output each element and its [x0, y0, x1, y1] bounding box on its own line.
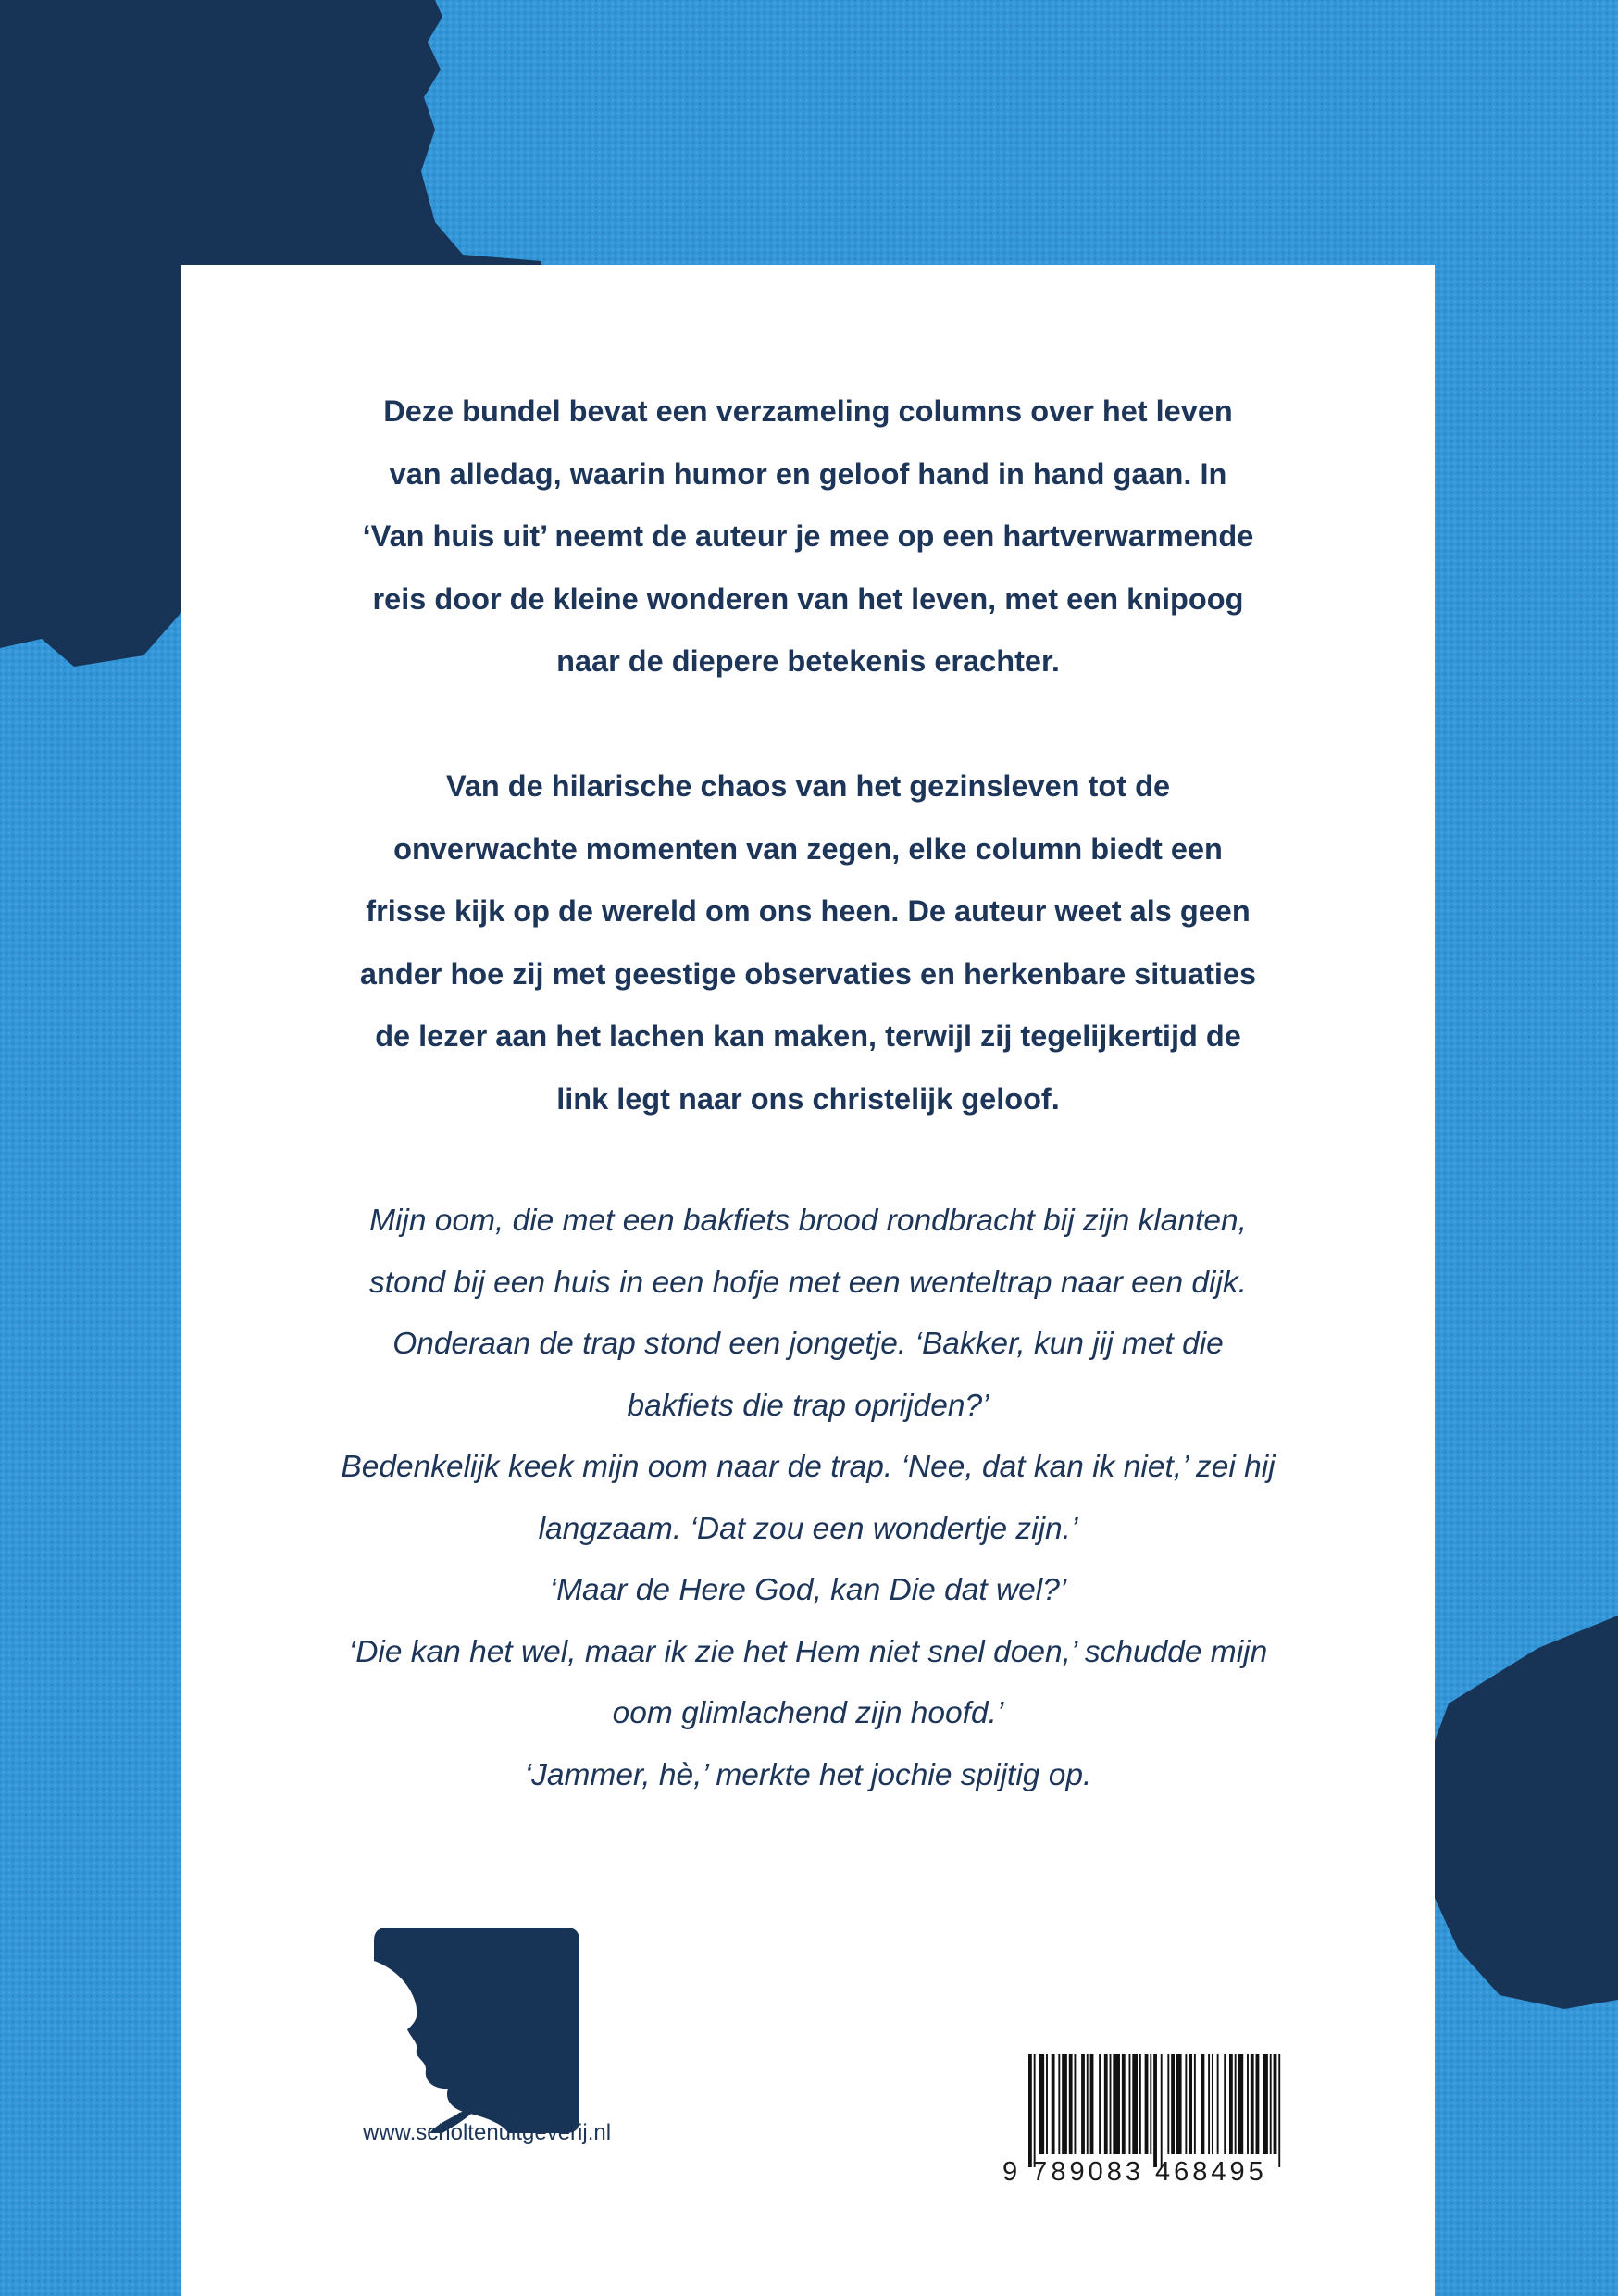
head-silhouette-logo-icon: [374, 1928, 579, 2133]
quote-line: langzaam. ‘Dat zou een wondertje zijn.’: [538, 1511, 1078, 1546]
barcode-bar: [1238, 2054, 1244, 2154]
barcode-bar: [1270, 2054, 1272, 2154]
publisher-logo-text: [280, 2012, 391, 2052]
barcode-bar: [1167, 2054, 1169, 2154]
barcode-bar: [1069, 2054, 1073, 2154]
content-panel: [181, 265, 1435, 2296]
barcode-bar: [1263, 2054, 1268, 2154]
barcode-bar: [1161, 2054, 1163, 2167]
barcode-bar: [1104, 2054, 1108, 2154]
barcode-bar: [1229, 2054, 1233, 2154]
barcode-bar: [1110, 2054, 1112, 2154]
barcode-bar: [1256, 2054, 1260, 2154]
barcode-bar: [1046, 2054, 1048, 2154]
barcode-bar: [1217, 2054, 1219, 2154]
barcode-bar: [1081, 2054, 1085, 2154]
barcode-bar: [1224, 2054, 1226, 2154]
quote-line: Mijn oom, die met een bakfiets brood rondbracht bij zijn klanten,: [369, 1204, 1247, 1238]
barcode-bar: [1099, 2054, 1101, 2154]
barcode-bar: [1039, 2054, 1044, 2154]
blurb-line: onverwachte momenten van zegen, elke column biedt een: [393, 831, 1223, 866]
barcode-bar: [1028, 2054, 1032, 2167]
blurb-line: reis door de kleine wonderen van het leven, met een knipoog: [372, 581, 1244, 616]
barcode-bar: [1132, 2054, 1138, 2154]
barcode-bar: [1185, 2054, 1187, 2154]
barcode-bar: [1274, 2054, 1277, 2154]
barcode-bar: [1058, 2054, 1060, 2154]
quote-line: stond bij een huis in een hofje met een wenteltrap naar een dijk.: [369, 1265, 1247, 1300]
barcode-bar: [1208, 2054, 1210, 2154]
blurb-paragraph-1: [181, 381, 1435, 693]
blurb-line: de lezer aan het lachen kan maken, terwijl zij tegelijkertijd de: [375, 1019, 1241, 1053]
blurb-line: van alledag, waarin humor en geloof hand in hand gaan. In: [389, 456, 1227, 491]
barcode-bar: [1212, 2054, 1214, 2154]
excerpt-quote: [181, 1191, 1435, 1806]
barcode-bar: [1139, 2054, 1141, 2154]
barcode-bar: [1052, 2054, 1055, 2154]
blurb-line: frisse kijk op de wereld om ons heen. De auteur weet als geen: [366, 894, 1251, 928]
blurb-paragraph-2: [181, 755, 1435, 1130]
barcode-bar: [1201, 2054, 1205, 2154]
publisher-name: Scholten: [284, 2011, 386, 2039]
barcode-icon: [1028, 2054, 1284, 2167]
barcode-bar: [1090, 2054, 1094, 2154]
barcode-bar: [1122, 2054, 1126, 2154]
barcode-bar: [1247, 2054, 1249, 2154]
barcode-bar: [1189, 2054, 1192, 2154]
barcode-bar: [1129, 2054, 1131, 2154]
blurb-line: link legt naar ons christelijk geloof.: [556, 1081, 1060, 1116]
barcode-bar: [1235, 2054, 1237, 2154]
blurb-line: Van de hilarische chaos van het gezinsleven tot de: [445, 769, 1171, 803]
isbn-number: 9 789083 468495: [1002, 2157, 1267, 2187]
quote-line: Bedenkelijk keek mijn oom naar de trap. ‘Nee, dat kan ik niet,’ zei hij: [341, 1450, 1276, 1484]
barcode-bar: [1171, 2054, 1175, 2154]
barcode-bar: [1278, 2054, 1280, 2167]
barcode-bar: [1153, 2054, 1157, 2167]
publisher-website: www.scholtenuitgeverij.nl: [362, 2120, 612, 2145]
bottom-right-dark-shape: [1435, 1616, 1618, 2009]
quote-line: bakfiets die trap oprijden?’: [627, 1388, 989, 1423]
publisher-subtitle: Uitgeverij: [325, 2037, 380, 2052]
barcode-bar: [1062, 2054, 1067, 2154]
barcode-bar: [1145, 2054, 1149, 2154]
barcode-bar: [1087, 2054, 1089, 2154]
blurb-line: naar de diepere betekenis erachter.: [556, 644, 1060, 678]
barcode-bar: [1150, 2054, 1151, 2154]
barcode-bar: [1113, 2054, 1120, 2154]
barcode-bar: [1176, 2054, 1182, 2154]
blurb-line: ander hoe zij met geestige observaties en herkenbare situaties: [359, 956, 1257, 991]
barcode-bar: [1194, 2054, 1196, 2154]
blurb-line: ‘Van huis uit’ neemt de auteur je mee op een hartverwarmende: [362, 519, 1254, 553]
barcode-bar: [1074, 2054, 1076, 2154]
blurb-line: Deze bundel bevat een verzameling columns over het leven: [383, 394, 1233, 428]
quote-line: ‘Maar de Here God, kan Die dat wel?’: [549, 1573, 1067, 1607]
quote-line: oom glimlachend zijn hoofd.’: [612, 1696, 1004, 1730]
quote-line: ‘Die kan het wel, maar ik zie het Hem niet snel doen,’ schudde mijn: [348, 1634, 1268, 1669]
barcode-bar: [1034, 2054, 1036, 2167]
quote-line: Onderaan de trap stond een jongetje. ‘Bakker, kun jij met die: [392, 1327, 1224, 1361]
quote-line: ‘Jammer, hè,’ merkte het jochie spijtig op.: [524, 1757, 1092, 1792]
barcode-bar: [1251, 2054, 1254, 2154]
